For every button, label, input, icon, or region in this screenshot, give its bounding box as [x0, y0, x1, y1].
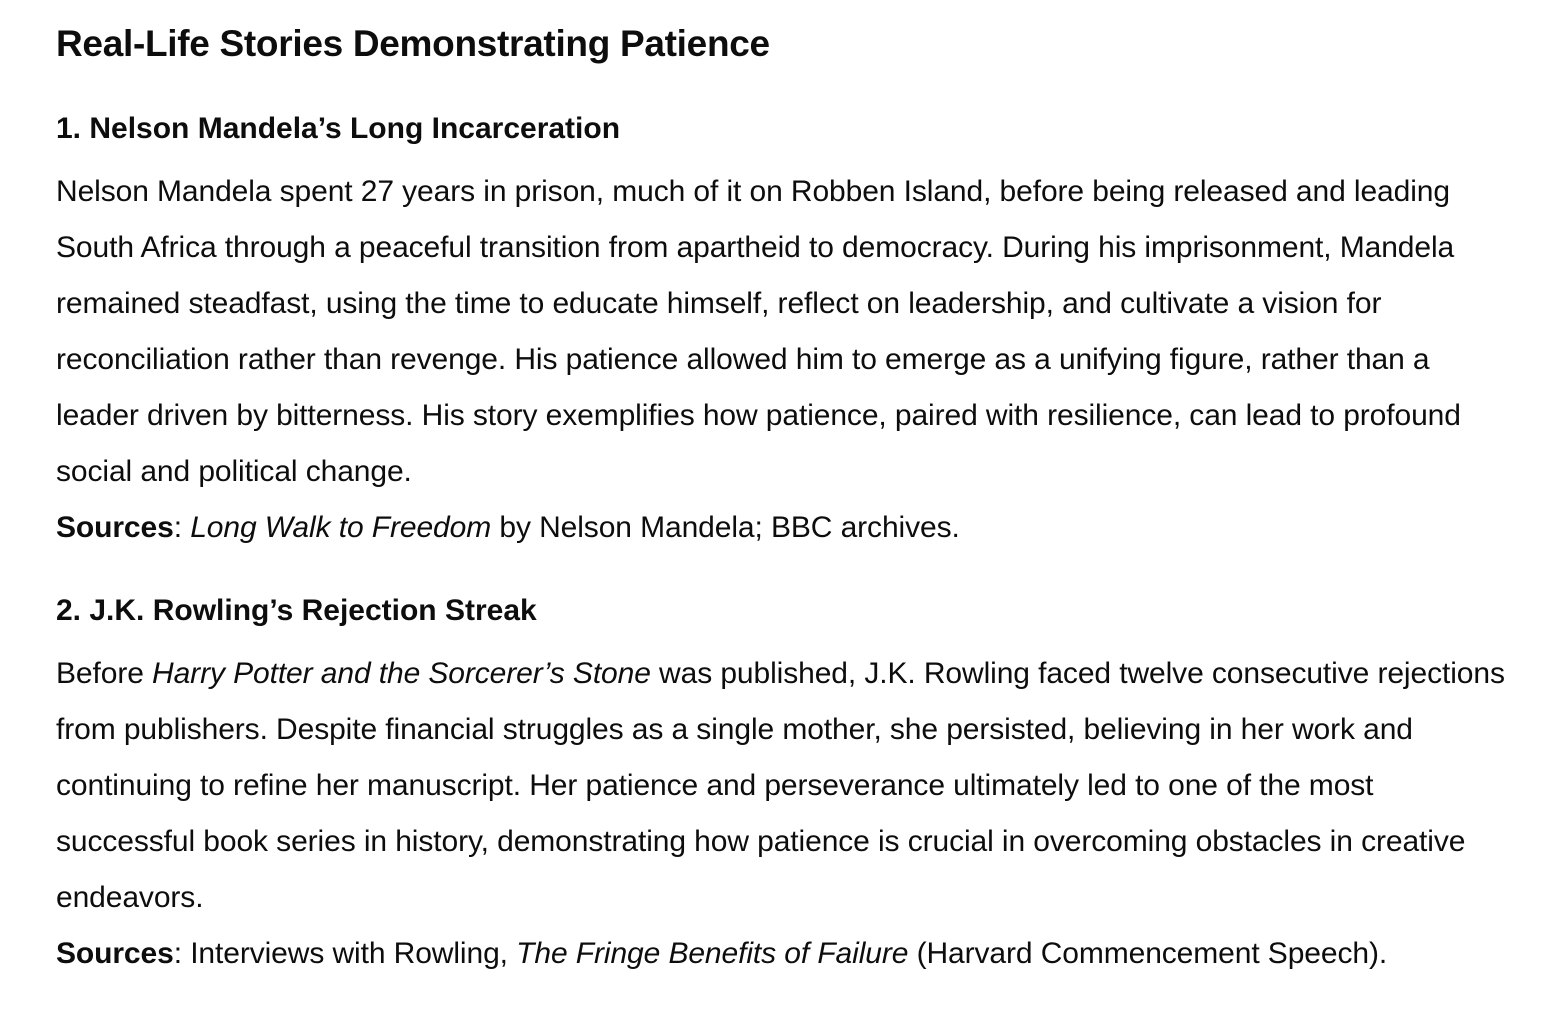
- sources-label: Sources: [56, 937, 174, 970]
- story-rowling: [56, 590, 1510, 982]
- story-heading: 2. J.K. Rowling’s Rejection Streak: [56, 594, 537, 627]
- story-body: [56, 646, 1510, 926]
- story-mandela: [56, 108, 1510, 556]
- story-heading: 1. Nelson Mandela’s Long Incarceration: [56, 112, 621, 145]
- sources-speech-title: The Fringe Benefits of Failure: [516, 937, 909, 970]
- body-book-title: Harry Potter and the Sorcerer’s Stone: [152, 657, 651, 690]
- sources-separator: :: [173, 511, 191, 544]
- sources-book-title: Long Walk to Freedom: [190, 511, 492, 544]
- sources-rest: by Nelson Mandela; BBC archives.: [491, 511, 960, 544]
- body-before: Before: [56, 657, 153, 690]
- sources-before: Interviews with Rowling,: [190, 937, 517, 970]
- body-after: was published, J.K. Rowling faced twelve consecutive rejections from publishers. Despite financial struggles as a single mother, she persisted, believing in her work and continuing to refine her manuscript. Her patience and perseverance ultimately led to one of the most successful book series in history, demonstrating how patience is crucial in overcoming obstacles in creative endeavors.: [56, 657, 1505, 914]
- story-sources: [56, 926, 1510, 982]
- page-title: Real-Life Stories Demonstrating Patience: [56, 23, 770, 64]
- story-body: Nelson Mandela spent 27 years in prison, much of it on Robben Island, before being released and leading South Africa through a peaceful transition from apartheid to democracy. During his imprisonment, Mandela remained steadfast, using the time to educate himself, reflect on leadership, and cultivate a vision for reconciliation rather than revenge. His patience allowed him to emerge as a unifying figure, rather than a leader driven by bitterness. His story exemplifies how patience, paired with resilience, can lead to profound social and political change.: [56, 175, 1461, 488]
- story-sources: [56, 500, 1510, 556]
- sources-label: Sources: [56, 511, 174, 544]
- sources-after: (Harvard Commencement Speech).: [908, 937, 1388, 970]
- sources-separator: :: [173, 937, 191, 970]
